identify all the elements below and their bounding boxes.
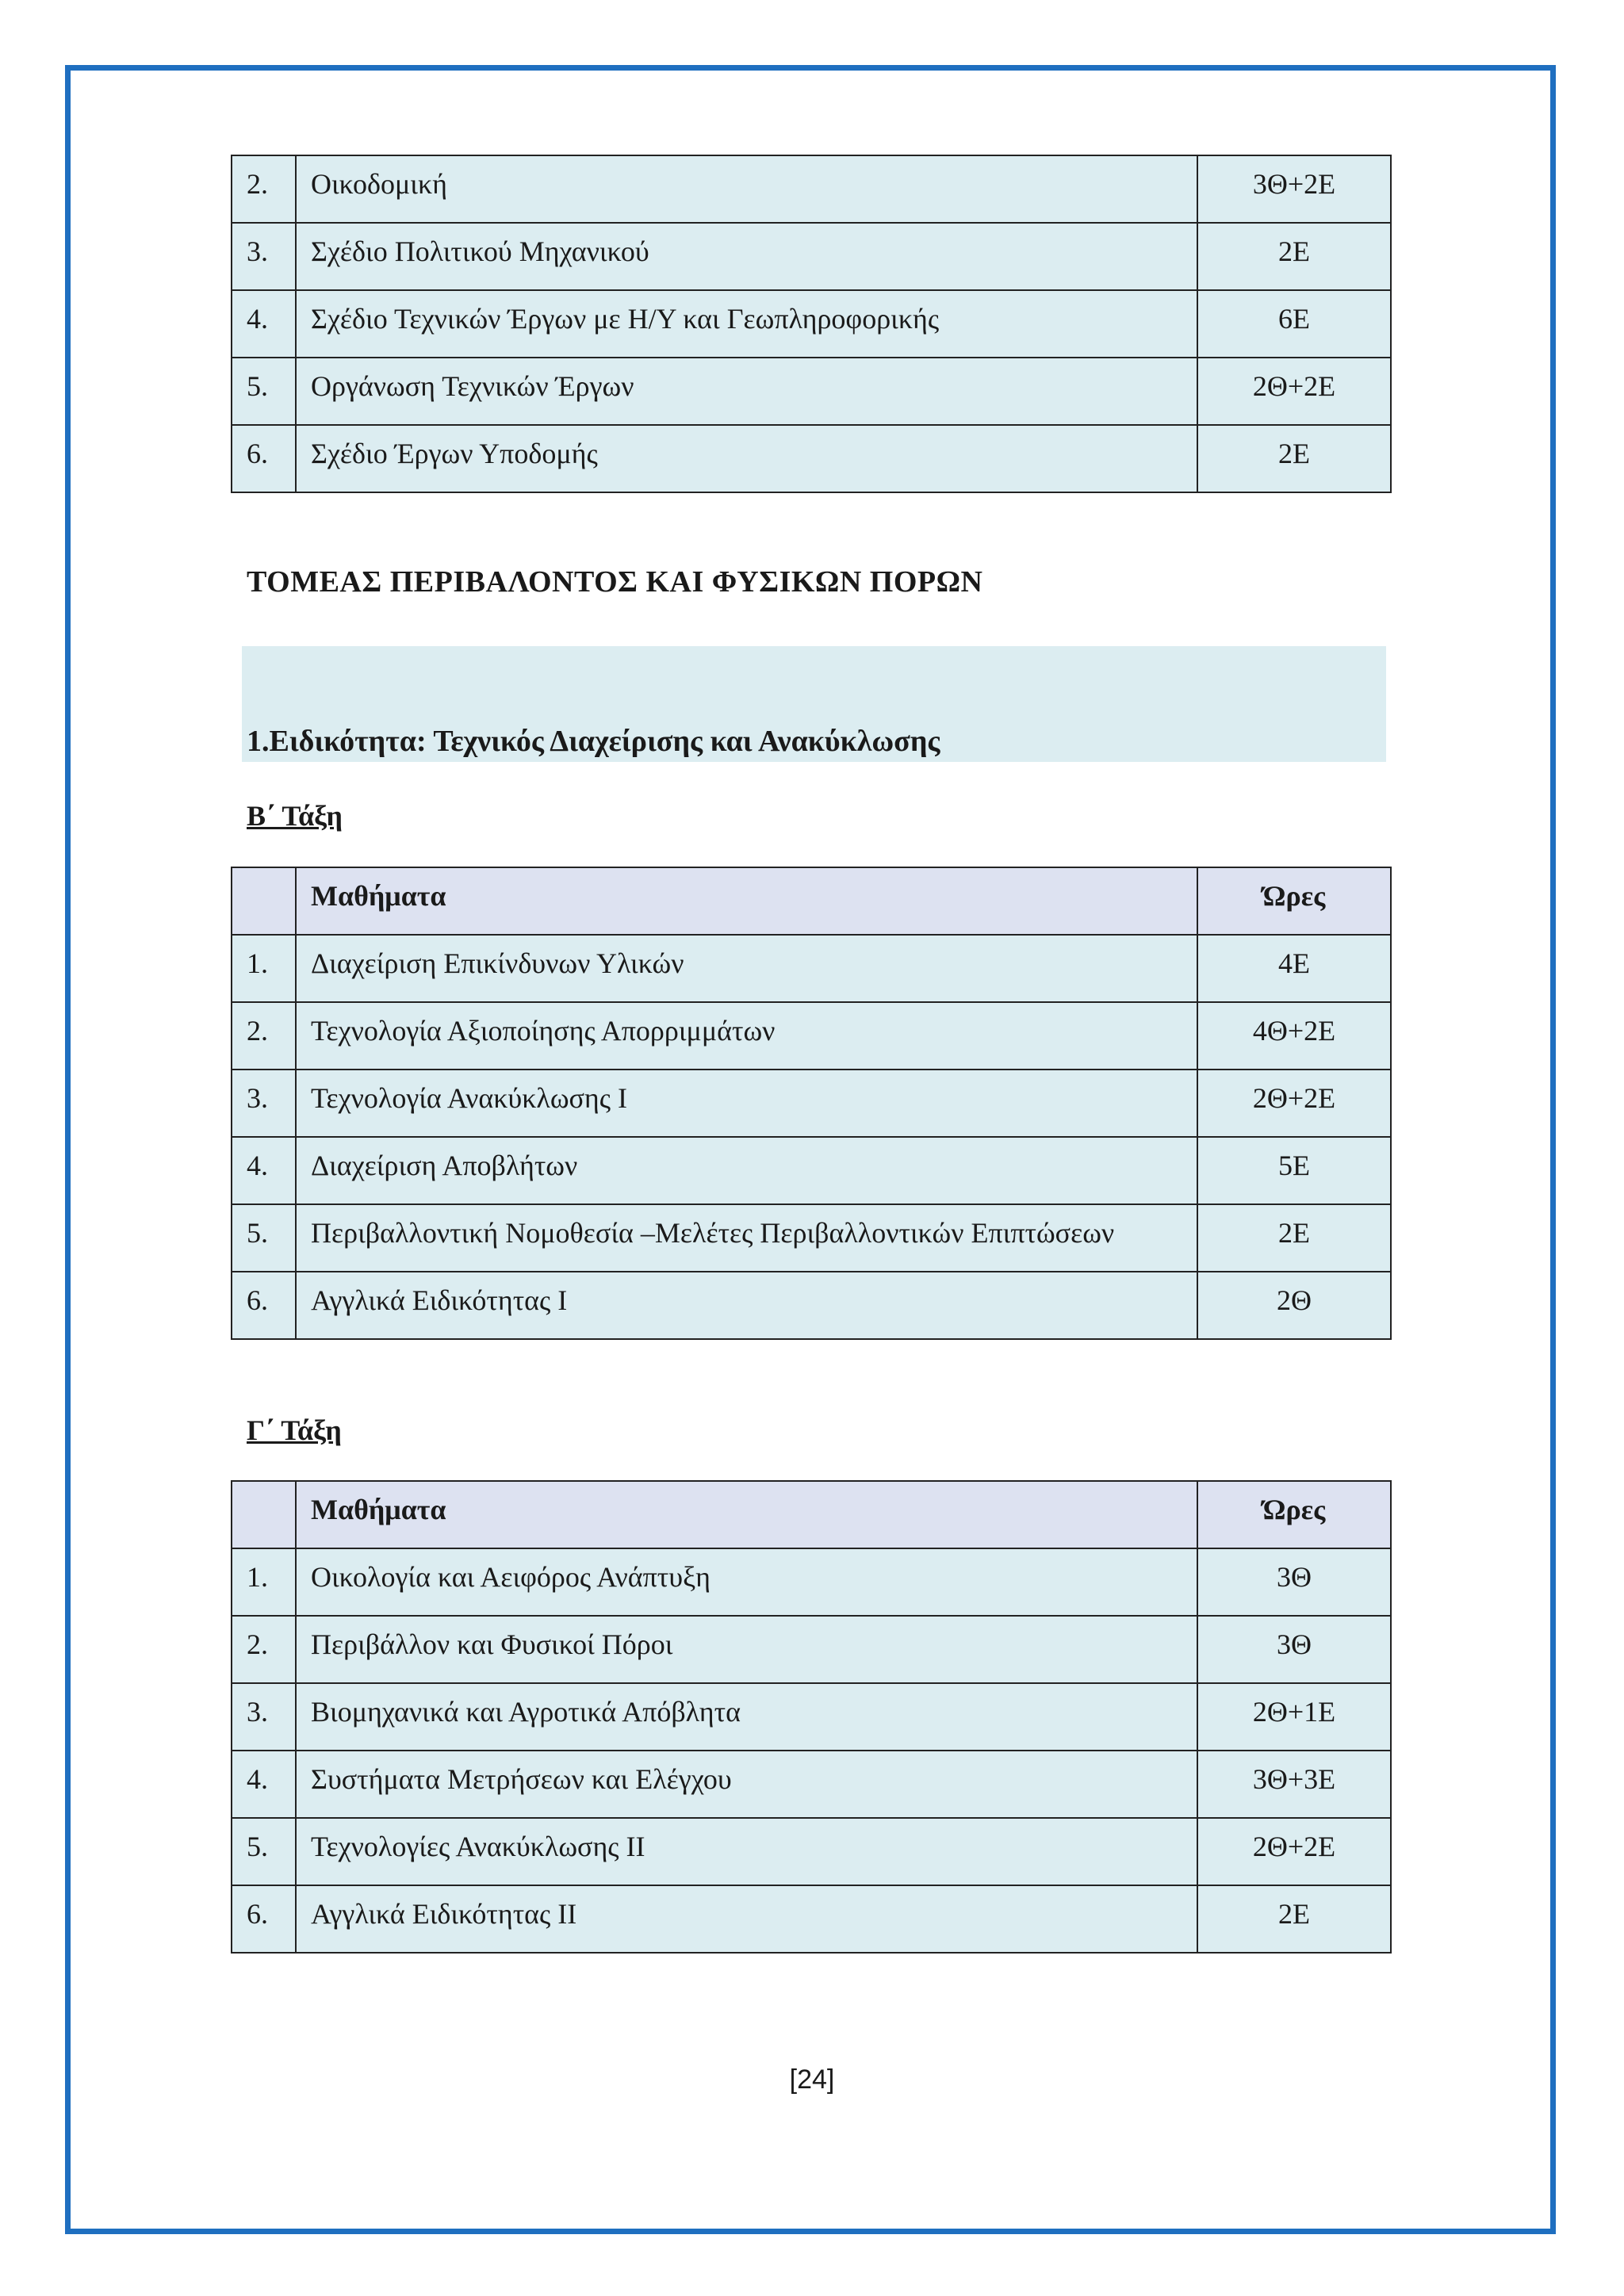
row-number: 6. [232, 1885, 296, 1953]
header-course-name: Μαθήματα [296, 867, 1197, 935]
table-row [232, 1204, 1391, 1272]
specialty-title: 1.Ειδικότητα: Τεχνικός Διαχείρισης και Ανακύκλωσης [247, 725, 940, 758]
table-row [232, 1272, 1391, 1339]
course-hours: 2Θ+1Ε [1197, 1683, 1391, 1751]
table-row [232, 155, 1391, 223]
courses-table-top [231, 155, 1392, 493]
table-header-row [232, 867, 1391, 935]
header-course-hours: Ώρες [1197, 1481, 1391, 1548]
table-row [232, 1137, 1391, 1204]
course-hours: 3Θ+2Ε [1197, 155, 1391, 223]
table-row [232, 1818, 1391, 1885]
course-name: Περιβαλλοντική Νομοθεσία –Μελέτες Περιβαλλοντικών Επιπτώσεων [296, 1204, 1197, 1272]
row-number: 2. [232, 1616, 296, 1683]
row-number: 2. [232, 155, 296, 223]
row-number: 6. [232, 1272, 296, 1339]
row-number: 1. [232, 935, 296, 1002]
course-hours: 5Ε [1197, 1137, 1391, 1204]
header-row-number [232, 1481, 296, 1548]
course-hours: 4Θ+2Ε [1197, 1002, 1391, 1070]
class-c-title: Γ΄ Τάξη [247, 1414, 342, 1446]
course-name: Αγγλικά Ειδικότητας Ι [296, 1272, 1197, 1339]
header-row-number [232, 867, 296, 935]
course-hours: 2Θ+2Ε [1197, 1070, 1391, 1137]
row-number: 2. [232, 1002, 296, 1070]
course-hours: 4Ε [1197, 935, 1391, 1002]
row-number: 6. [232, 425, 296, 492]
courses-table-class-b [231, 867, 1392, 1340]
section-title: ΤΟΜΕΑΣ ΠΕΡΙΒΑΛΟΝΤΟΣ ΚΑΙ ΦΥΣΙΚΩΝ ΠΟΡΩΝ [247, 565, 983, 599]
course-name: Διαχείριση Αποβλήτων [296, 1137, 1197, 1204]
course-name: Τεχνολογία Ανακύκλωσης Ι [296, 1070, 1197, 1137]
course-name: Τεχνολογίες Ανακύκλωσης ΙΙ [296, 1818, 1197, 1885]
table-row [232, 290, 1391, 358]
course-hours: 3Θ [1197, 1616, 1391, 1683]
course-name: Σχέδιο Τεχνικών Έργων με Η/Υ και Γεωπληροφορικής [296, 290, 1197, 358]
table-row [232, 425, 1391, 492]
row-number: 5. [232, 1204, 296, 1272]
table-row [232, 1683, 1391, 1751]
row-number: 3. [232, 223, 296, 290]
course-name: Αγγλικά Ειδικότητας ΙΙ [296, 1885, 1197, 1953]
course-name: Βιομηχανικά και Αγροτικά Απόβλητα [296, 1683, 1197, 1751]
courses-table-class-c [231, 1480, 1392, 1954]
course-name: Τεχνολογία Αξιοποίησης Απορριμμάτων [296, 1002, 1197, 1070]
table-row [232, 1751, 1391, 1818]
header-course-hours: Ώρες [1197, 867, 1391, 935]
row-number: 4. [232, 1137, 296, 1204]
course-hours: 3Θ [1197, 1548, 1391, 1616]
header-course-name: Μαθήματα [296, 1481, 1197, 1548]
row-number: 4. [232, 290, 296, 358]
course-hours: 3Θ+3Ε [1197, 1751, 1391, 1818]
row-number: 5. [232, 1818, 296, 1885]
course-name: Σχέδιο Έργων Υποδομής [296, 425, 1197, 492]
table-row [232, 1548, 1391, 1616]
course-hours: 2Ε [1197, 1885, 1391, 1953]
course-hours: 2Θ+2Ε [1197, 358, 1391, 425]
course-name: Σχέδιο Πολιτικού Μηχανικού [296, 223, 1197, 290]
page-number: [24] [789, 2064, 835, 2095]
course-hours: 2Ε [1197, 1204, 1391, 1272]
course-hours: 2Θ+2Ε [1197, 1818, 1391, 1885]
course-name: Οικολογία και Αειφόρος Ανάπτυξη [296, 1548, 1197, 1616]
table-row [232, 1070, 1391, 1137]
row-number: 1. [232, 1548, 296, 1616]
course-name: Συστήματα Μετρήσεων και Ελέγχου [296, 1751, 1197, 1818]
course-hours: 2Ε [1197, 223, 1391, 290]
course-name: Οικοδομική [296, 155, 1197, 223]
row-number: 5. [232, 358, 296, 425]
course-name: Διαχείριση Επικίνδυνων Υλικών [296, 935, 1197, 1002]
course-name: Περιβάλλον και Φυσικοί Πόροι [296, 1616, 1197, 1683]
row-number: 4. [232, 1751, 296, 1818]
table-row [232, 1885, 1391, 1953]
course-name: Οργάνωση Τεχνικών Έργων [296, 358, 1197, 425]
table-row [232, 935, 1391, 1002]
course-hours: 2Θ [1197, 1272, 1391, 1339]
course-hours: 6Ε [1197, 290, 1391, 358]
row-number: 3. [232, 1070, 296, 1137]
row-number: 3. [232, 1683, 296, 1751]
table-row [232, 1616, 1391, 1683]
course-hours: 2Ε [1197, 425, 1391, 492]
table-header-row [232, 1481, 1391, 1548]
table-row [232, 1002, 1391, 1070]
class-b-title: Β΄ Τάξη [247, 800, 343, 832]
table-row [232, 358, 1391, 425]
table-row [232, 223, 1391, 290]
